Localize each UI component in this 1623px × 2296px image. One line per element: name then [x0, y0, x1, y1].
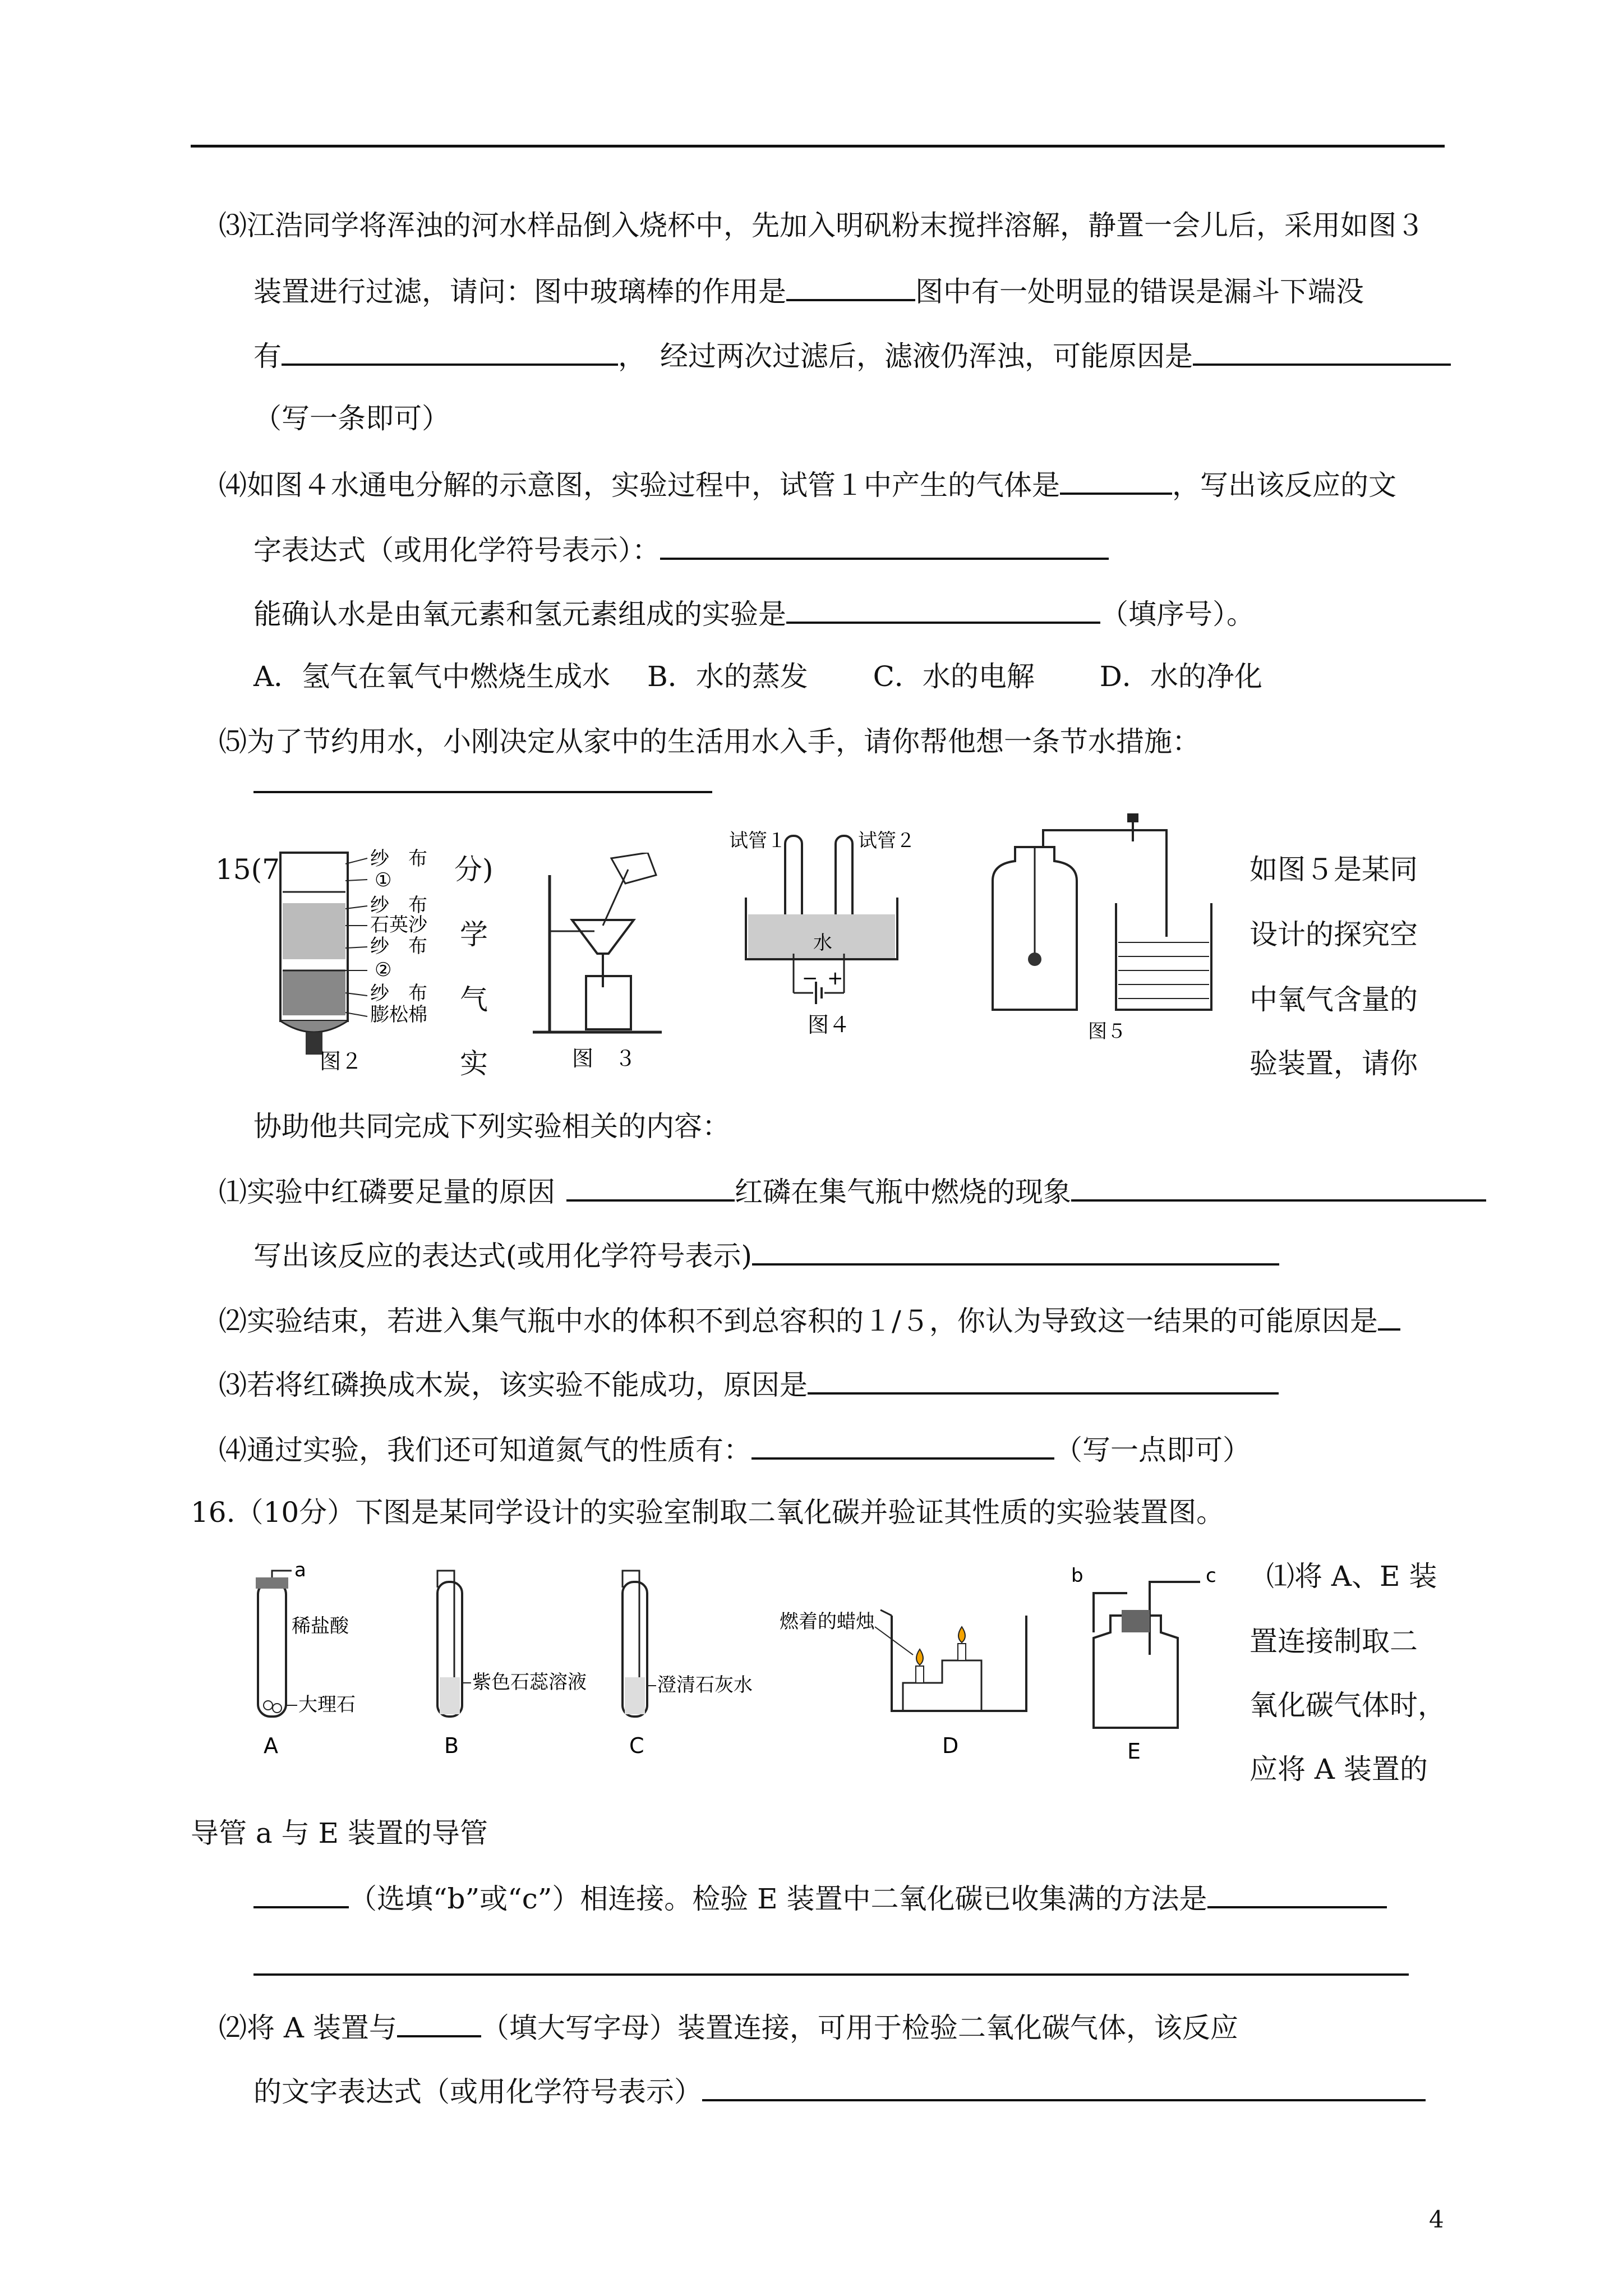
fig-e-c-label: c: [1206, 1565, 1216, 1587]
q16-p2-line1: [219, 2009, 1238, 2045]
figure-5-oxygen-apparatus: [976, 808, 1223, 1055]
q14-p5-line1: ⑸为了节约用水，小刚决定从家中的生活用水入手，请你帮他想一条节水措施：: [219, 725, 1200, 758]
q15-right2: 设计的探究空: [1249, 918, 1418, 951]
q15-p1-line1: [219, 1174, 1486, 1209]
fig4-water-label: 水: [813, 932, 832, 954]
q15-split1: 分): [454, 853, 494, 886]
answer-blank[interactable]: [566, 1174, 735, 1202]
q16-right4: 应将 A 装置的: [1249, 1753, 1428, 1786]
fig-d-label: 燃着的蜡烛: [780, 1611, 875, 1633]
fig2-label: ①: [375, 869, 392, 891]
q16-p2a: ⑵将 A 装置与: [219, 2012, 397, 2044]
fig2-label: ②: [375, 959, 392, 981]
q15-right4: 验装置，请你: [1249, 1047, 1418, 1080]
fig-b-letter: B: [444, 1733, 459, 1758]
answer-blank[interactable]: [253, 791, 712, 793]
answer-blank[interactable]: [1378, 1303, 1400, 1331]
answer-blank[interactable]: [1071, 1174, 1486, 1202]
q14-p3-line2: [253, 273, 1364, 309]
q15-continuation: 协助他共同完成下列实验相关的内容：: [253, 1110, 730, 1143]
fig2-label: 纱 布: [370, 894, 427, 917]
q14-p4-line3b: （填序号）。: [1100, 598, 1255, 631]
q14-p3-line3a: 有: [253, 340, 282, 372]
answer-blank[interactable]: [752, 1237, 1279, 1266]
q15-split3: 气: [460, 983, 488, 1016]
fig-a-acid-label: 稀盐酸: [292, 1615, 349, 1637]
q16-right1: ⑴将 A、E 装: [1266, 1560, 1437, 1593]
fig4-minus: −: [802, 967, 818, 990]
fig2-label: 纱 布: [370, 935, 427, 958]
q14-p4-options: A．氢气在氧气中燃烧生成水 B．水的蒸发 C．水的电解 D．水的净化: [253, 660, 1262, 693]
q15-split4: 实: [460, 1047, 488, 1080]
q15-p2-text: ⑵实验结束，若进入集气瓶中水的体积不到总容积的１/５，你认为导致这一结果的可能原因是: [219, 1305, 1378, 1337]
fig4-caption: 图４: [808, 1013, 851, 1037]
fig-a-letter: A: [264, 1733, 278, 1758]
q16-p2c: 的文字表达式（或用化学符号表示）: [253, 2076, 702, 2108]
fig2-label: 膨松棉: [370, 1004, 427, 1026]
fig2-label: 纱 布: [370, 848, 427, 870]
fig4-tube1-label: 试管１: [729, 830, 786, 852]
fig-c-letter: C: [629, 1733, 644, 1758]
q15-split2: 学: [460, 918, 488, 951]
answer-blank[interactable]: [751, 1432, 1054, 1460]
q16-p2-line2: [253, 2073, 1426, 2109]
answer-blank[interactable]: [253, 1880, 349, 1908]
answer-blank[interactable]: [397, 2009, 481, 2037]
q14-p4-line2: [253, 532, 1109, 567]
q14-p4-line1: [219, 467, 1396, 502]
figure-b-litmus: [409, 1565, 589, 1773]
q15-p1c: 写出该反应的表达式(或用化学符号表示): [253, 1240, 753, 1272]
answer-blank[interactable]: [253, 1973, 1409, 1976]
q14-p3-line3: [253, 338, 1451, 373]
q14-p3-line4: （写一条即可）: [253, 402, 450, 435]
fig4-tube2-label: 试管２: [858, 830, 915, 852]
q14-p4-line3: [253, 596, 1255, 631]
fig4-plus: +: [827, 967, 843, 990]
figure-e-collector: [1049, 1559, 1239, 1773]
q14-p3-line3b: ， 经过两次过滤后，滤液仍浑浊，可能原因是: [618, 340, 1193, 372]
figure-3-filtration: [527, 853, 679, 1077]
figure-a-generator: [236, 1565, 398, 1773]
q14-p3-line2a: 装置进行过滤，请问：图中玻璃棒的作用是: [253, 275, 786, 308]
answer-blank[interactable]: [786, 273, 915, 301]
fig-e-b-label: b: [1071, 1565, 1083, 1587]
fig2-label: 纱 布: [370, 982, 427, 1005]
page-number: 4: [1429, 2206, 1444, 2233]
q16-intro: 16.（10分）下图是某同学设计的实验室制取二氧化碳并验证其性质的实验装置图。: [191, 1496, 1225, 1529]
fig-e-letter: E: [1127, 1739, 1141, 1764]
answer-blank[interactable]: [808, 1366, 1279, 1395]
fig2-label: 石英沙: [370, 914, 427, 936]
q14-p3-line2b: 图中有一处明显的错误是漏斗下端没: [915, 275, 1364, 308]
q14-p4-line1b: ，写出该反应的文: [1172, 469, 1396, 501]
q15-number: 15(7: [215, 853, 280, 886]
answer-blank[interactable]: [1060, 467, 1172, 495]
answer-blank[interactable]: [282, 338, 618, 366]
q15-right3: 中氧气含量的: [1249, 983, 1418, 1016]
answer-blank[interactable]: [1193, 338, 1451, 366]
q15-p3: [219, 1366, 1279, 1402]
q14-p4-line3a: 能确认水是由氧元素和氢元素组成的实验是: [253, 598, 786, 631]
figure-2-water-filter: [275, 841, 460, 1077]
fig-a-marble-label: 大理石: [298, 1694, 356, 1716]
answer-blank[interactable]: [786, 596, 1100, 624]
figure-c-limewater: [594, 1565, 774, 1773]
q15-p2: [219, 1303, 1400, 1338]
fig2-caption: 图２: [320, 1049, 363, 1074]
q16-line2: [253, 1880, 1387, 1916]
q16-right3: 氧化碳气体时，: [1249, 1689, 1446, 1722]
answer-blank[interactable]: [1207, 1880, 1387, 1908]
fig5-caption: 图５: [1088, 1020, 1126, 1043]
q16-right2: 置连接制取二: [1249, 1625, 1418, 1658]
q16-p2b: （填大写字母）装置连接，可用于检验二氧化碳气体，该反应: [481, 2012, 1238, 2044]
answer-blank[interactable]: [660, 532, 1109, 560]
q15-p1-line2: [253, 1237, 1279, 1273]
q15-p4b: （写一点即可）: [1054, 1434, 1251, 1466]
q14-p4-line1a: ⑷如图４水通电分解的示意图，实验过程中，试管１中产生的气体是: [219, 469, 1060, 501]
q15-p1b: 红磷在集气瓶中燃烧的现象: [735, 1176, 1071, 1208]
q15-p1a: ⑴实验中红磷要足量的原因: [219, 1176, 555, 1208]
header-rule: [191, 145, 1445, 148]
fig-b-label: 紫色石蕊溶液: [472, 1671, 587, 1694]
figure-4-electrolysis: [723, 825, 931, 1060]
q14-p3-line1: ⑶江浩同学将浑浊的河水样品倒入烧杯中，先加入明矾粉末搅拌溶解，静置一会儿后，采用如图３: [219, 209, 1424, 242]
fig-a-a-label: a: [294, 1565, 306, 1581]
q15-p4a: ⑷通过实验，我们还可知道氮气的性质有：: [219, 1434, 751, 1466]
q15-p4: [219, 1432, 1251, 1467]
q16-line2a: （选填“b”或“c”）相连接。检验 E 装置中二氧化碳已收集满的方法是: [349, 1883, 1207, 1915]
answer-blank[interactable]: [702, 2073, 1426, 2101]
fig-c-label: 澄清石灰水: [657, 1674, 753, 1696]
q16-line1: 导管 a 与 E 装置的导管: [191, 1817, 488, 1849]
q15-p3-text: ⑶若将红磷换成木炭，该实验不能成功，原因是: [219, 1369, 808, 1401]
q15-right1: 如图５是某同: [1249, 853, 1418, 886]
q14-p4-line2-text: 字表达式（或用化学符号表示）：: [253, 534, 660, 567]
fig3-caption: 图 ３: [572, 1046, 637, 1071]
fig-d-letter: D: [942, 1733, 959, 1758]
figure-d-candles: [780, 1571, 1032, 1773]
